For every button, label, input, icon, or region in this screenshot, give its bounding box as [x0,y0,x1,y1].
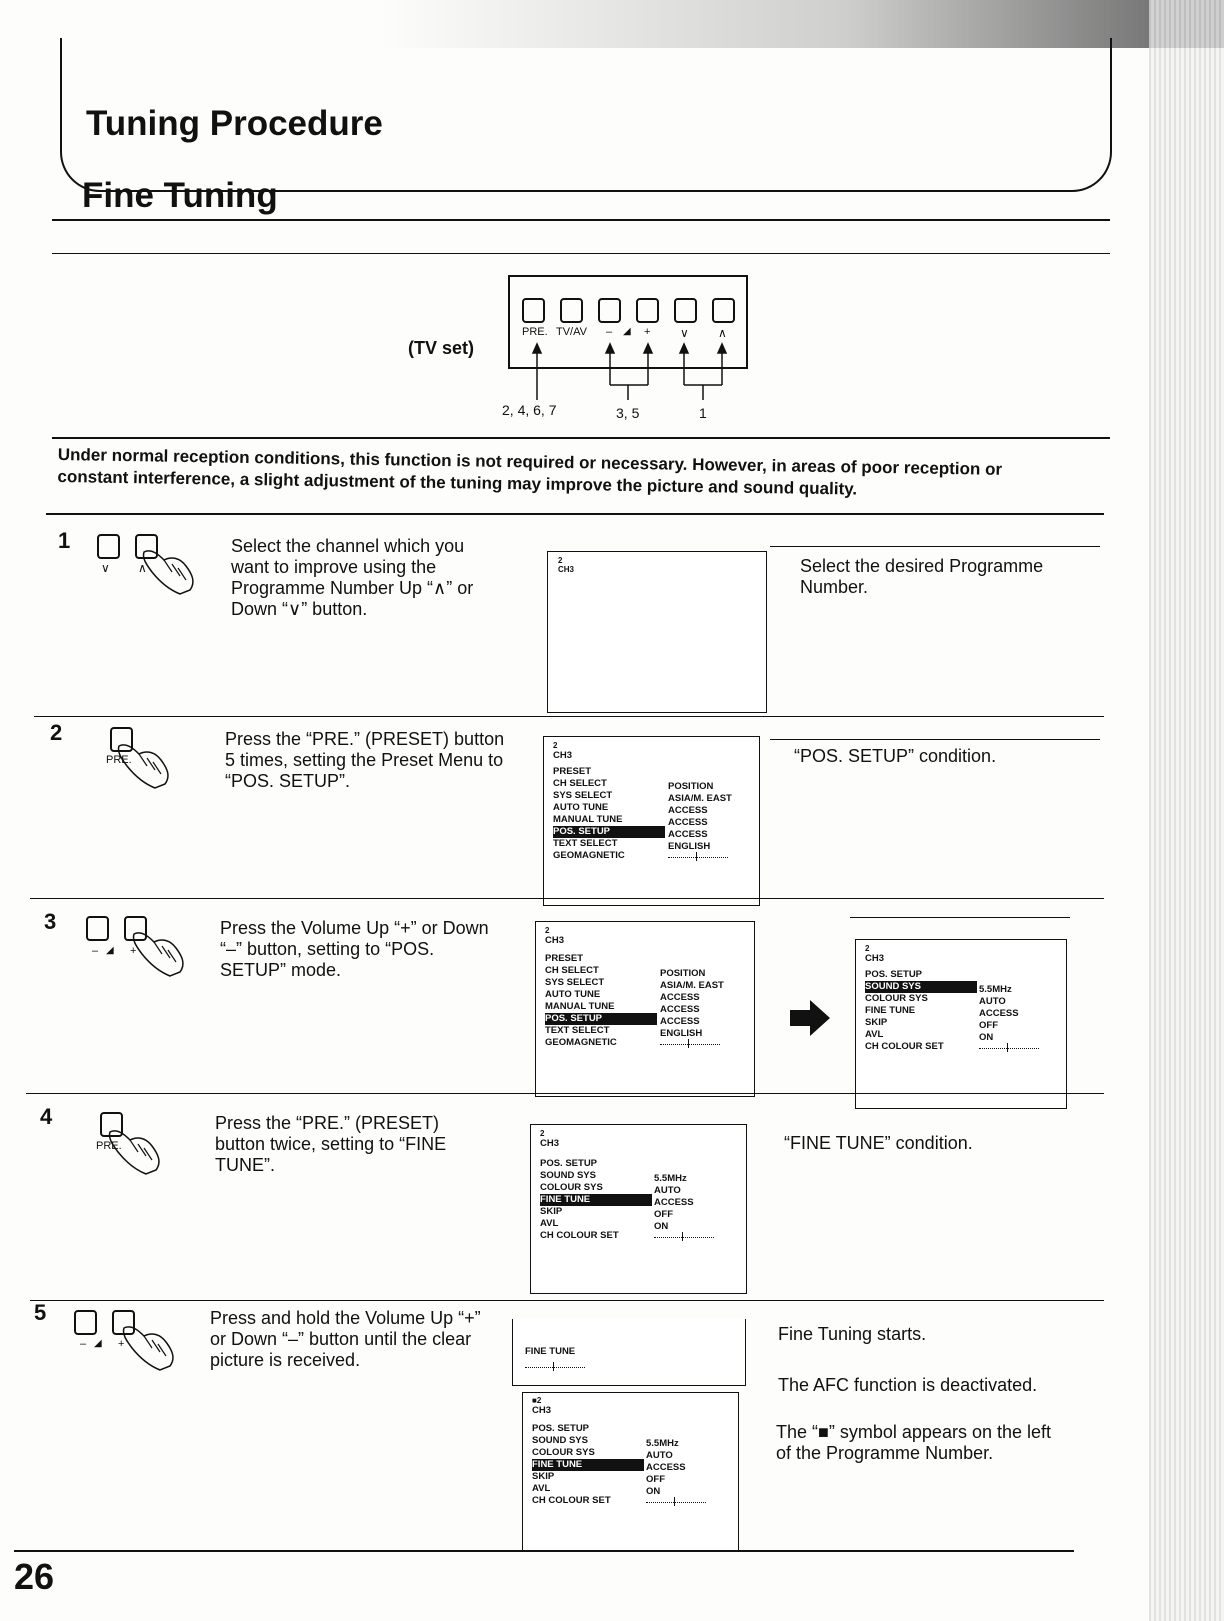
step-4-instruction: Press the “PRE.” (PRESET) button twice, setting to “FINE TUNE”. [215,1113,447,1175]
step-3-row-value: ACCESS [660,1004,700,1015]
step-3b-osd-ch: CH3 [865,953,885,964]
panel-label-minus: – [606,326,613,338]
step-3b-row-label: SKIP [865,1017,888,1028]
step-3b-osd-prog: 2 [865,944,870,953]
step-5-fine-tune-scale [525,1367,585,1368]
step-3-instruction: Press the Volume Up “+” or Down “–” button, setting to “POS. SETUP” mode. [220,918,489,980]
step-5-row-value: 5.5MHz [646,1438,679,1449]
step-3-transition-arrow-icon [790,998,832,1038]
step-4-row-label: AVL [540,1218,559,1229]
step-2-row-value: POSITION [668,781,714,792]
panel-pre-button[interactable] [522,298,545,323]
step-4-number: 4 [40,1104,53,1129]
step-5-fine-scale [646,1502,706,1503]
step-1-down-button[interactable] [97,534,120,559]
step-2-rule [34,716,1104,717]
step-2-result: “POS. SETUP” condition. [794,746,997,766]
step-5-row-value: ACCESS [646,1462,686,1473]
step-3-screen-pos-setup [855,939,1067,1109]
step-2-screen [543,736,760,906]
step-5-row-label: AVL [532,1483,551,1494]
step-3-screen-preset [535,921,755,1097]
step-3-row-label: TEXT SELECT [545,1025,610,1036]
step-5-plus-label: + [118,1338,125,1350]
step-5-instruction: Press and hold the Volume Up “+” or Down “–” button until the clear picture is received. [210,1308,481,1370]
step-5-row-value: AUTO [646,1450,673,1461]
step-1-osd-ch: CH3 [558,565,575,574]
scan-shadow-right [1149,0,1224,1621]
step-2-row-label: GEOMAGNETIC [553,850,625,861]
step-3-osd-ch: CH3 [545,935,565,946]
step-1-instruction: Select the channel which you want to improve using the Programme Number Up “∧” or Down “∨” button. [231,536,474,619]
step-4-row-label-highlighted: FINE TUNE [540,1194,652,1206]
step-4-row-value: OFF [654,1209,673,1220]
step-4-result: “FINE TUNE” condition. [784,1133,973,1153]
step-3-row-label: GEOMAGNETIC [545,1037,617,1048]
section-rule [52,219,1110,221]
step-5-row-label: COLOUR SYS [532,1447,595,1458]
step-3b-row-value: ACCESS [979,1008,1019,1019]
step-4-row-value: AUTO [654,1185,681,1196]
step-3-volume-down-button[interactable] [86,916,109,941]
step-2-row-value: ACCESS [668,829,708,840]
step-4-osd-prog: 2 [540,1129,545,1138]
step-3-row-label: AUTO TUNE [545,989,601,1000]
step-3-hand-icon [132,928,192,978]
step-3b-row-value: OFF [979,1020,998,1031]
step-1-osd-prog: 2 [558,556,563,565]
footer-rule [14,1550,1074,1552]
step-1-up-label: ∧ [138,561,147,575]
panel-volume-down-button[interactable] [598,298,621,323]
step-3-row-label: MANUAL TUNE [545,1001,615,1012]
step-5-row-label: CH COLOUR SET [532,1495,611,1506]
step-3-volume-label: ◢ [106,945,114,956]
step-3-row-value: ACCESS [660,992,700,1003]
step-5-fine-tune-bar-screen [512,1319,746,1386]
step-3-row-value: ACCESS [660,1016,700,1027]
step-3-row-label: CH SELECT [545,965,599,976]
step-3-minus-label: – [92,945,99,957]
step-5-row-label: SKIP [532,1471,555,1482]
step-3-menu-title: PRESET [545,953,584,964]
step-4-screen [530,1124,747,1294]
step-3-geomagnetic-scale [660,1044,720,1045]
step-2-row-label: CH SELECT [553,778,607,789]
step-3-row-label-highlighted: POS. SETUP [545,1013,657,1025]
page-number: 26 [14,1556,55,1597]
panel-label-up: ∧ [718,326,727,340]
step-2-instruction: Press the “PRE.” (PRESET) button 5 times, setting the Preset Menu to “POS. SETUP”. [225,729,505,791]
step-4-row-value: ACCESS [654,1197,694,1208]
step-3b-fine-scale [979,1048,1039,1049]
step-4-row-label: SOUND SYS [540,1170,596,1181]
header-title: Tuning Procedure [86,104,383,143]
step-2-osd-prog: 2 [553,741,558,750]
step-3b-row-label-highlighted: SOUND SYS [865,981,977,993]
panel-volume-up-button[interactable] [636,298,659,323]
step-4-row-value: 5.5MHz [654,1173,687,1184]
step-3-row-value: ASIA/M. EAST [660,980,724,991]
step-3-osd-prog: 2 [545,926,550,935]
step-5-screen [522,1392,739,1552]
step-1-result-rule [770,546,1100,547]
panel-label-volume: ◢ [623,326,631,337]
step-5-result-3: The “■” symbol appears on the left of the Programme Number. [776,1422,1052,1463]
step-5-rule [30,1300,1104,1301]
step-3-rule [30,898,1104,899]
step-3b-row-label: FINE TUNE [865,1005,916,1016]
step-1-number: 1 [58,528,71,553]
step-4-hand-icon [108,1126,168,1176]
step-4-row-value: ON [654,1221,669,1232]
step-5-row-label: SOUND SYS [532,1435,588,1446]
callout-volume-steps: 3, 5 [616,405,640,421]
step-2-row-value: ASIA/M. EAST [668,793,732,804]
step-2-row-label-highlighted: POS. SETUP [553,826,665,838]
step-3b-row-label: CH COLOUR SET [865,1041,944,1052]
step-4-row-label: CH COLOUR SET [540,1230,619,1241]
step-5-row-value: ON [646,1486,661,1497]
step-2-number: 2 [50,720,63,745]
panel-tvav-button[interactable] [560,298,583,323]
step-3b-menu-title: POS. SETUP [865,969,923,980]
step-1-hand-icon [142,546,202,596]
step-5-minus-label: – [80,1338,87,1350]
panel-label-tvav: TV/AV [556,326,587,338]
step-2-row-label: MANUAL TUNE [553,814,623,825]
step-2-row-label: SYS SELECT [553,790,613,801]
step-2-row-value: ACCESS [668,817,708,828]
step-5-hand-icon [122,1322,182,1372]
intro-text: Under normal reception conditions, this function is not required or necessary. However, in areas of poor reception or constant interference, a slight adjustment of the tuning may improve the picture and sound quality. [57,444,1003,499]
step-4-osd-ch: CH3 [540,1138,560,1149]
step-2-osd-ch: CH3 [553,750,573,761]
tvset-label: (TV set) [408,338,475,358]
step-4-pre-label: PRE. [96,1140,122,1152]
step-5-osd-prog-marked: ■2 [532,1396,542,1405]
step-3-plus-label: + [130,945,137,957]
step-3b-row-value: 5.5MHz [979,984,1012,995]
intro-rule-top [52,437,1110,439]
step-3-row-value: POSITION [660,968,706,979]
step-3-screen-rule [850,917,1070,918]
step-1-screen [547,551,767,713]
step-3b-row-value: ON [979,1032,994,1043]
step-1-down-label: ∨ [101,561,110,575]
step-5-menu-title: POS. SETUP [532,1423,590,1434]
panel-prog-up-button[interactable] [712,298,735,323]
intro-rule-bottom [46,513,1104,515]
step-2-row-label: AUTO TUNE [553,802,609,813]
step-2-result-rule [770,739,1100,740]
step-3b-row-label: COLOUR SYS [865,993,928,1004]
panel-prog-down-button[interactable] [674,298,697,323]
panel-label-pre: PRE. [522,326,548,338]
section-title: Fine Tuning [82,176,278,215]
step-4-rule [26,1093,1104,1094]
panel-label-down: ∨ [680,326,689,340]
step-3b-row-value: AUTO [979,996,1006,1007]
step-2-hand-icon [117,740,177,790]
step-3-row-value: ENGLISH [660,1028,703,1039]
step-4-fine-scale [654,1237,714,1238]
step-5-row-label-highlighted: FINE TUNE [532,1459,644,1471]
callout-pre-steps: 2, 4, 6, 7 [502,402,557,418]
step-5-result-1: Fine Tuning starts. [778,1324,927,1344]
step-5-volume-down-button[interactable] [74,1310,97,1335]
step-2-pre-label: PRE. [106,754,132,766]
step-2-menu-title: PRESET [553,766,592,777]
step-1-result: Select the desired Programme Number. [800,556,1044,597]
step-5-result-2: The AFC function is deactivated. [778,1375,1038,1395]
step-5-row-value: OFF [646,1474,665,1485]
step-2-row-label: TEXT SELECT [553,838,618,849]
step-2-row-value: ACCESS [668,805,708,816]
panel-label-plus: + [644,326,651,338]
step-4-row-label: COLOUR SYS [540,1182,603,1193]
step-3b-row-label: AVL [865,1029,884,1040]
step-4-row-label: SKIP [540,1206,563,1217]
step-3-row-label: SYS SELECT [545,977,605,988]
callout-program-steps: 1 [699,405,707,421]
step-4-menu-title: POS. SETUP [540,1158,598,1169]
step-5-osd-ch: CH3 [532,1405,552,1416]
step-2-geomagnetic-scale [668,857,728,858]
step-3-number: 3 [44,909,57,934]
section-rule-thin [52,253,1110,254]
step-2-row-value: ENGLISH [668,841,711,852]
step-5-number: 5 [34,1300,47,1325]
step-5-volume-label: ◢ [94,1338,102,1349]
step-5-fine-tune-label: FINE TUNE [525,1346,576,1357]
